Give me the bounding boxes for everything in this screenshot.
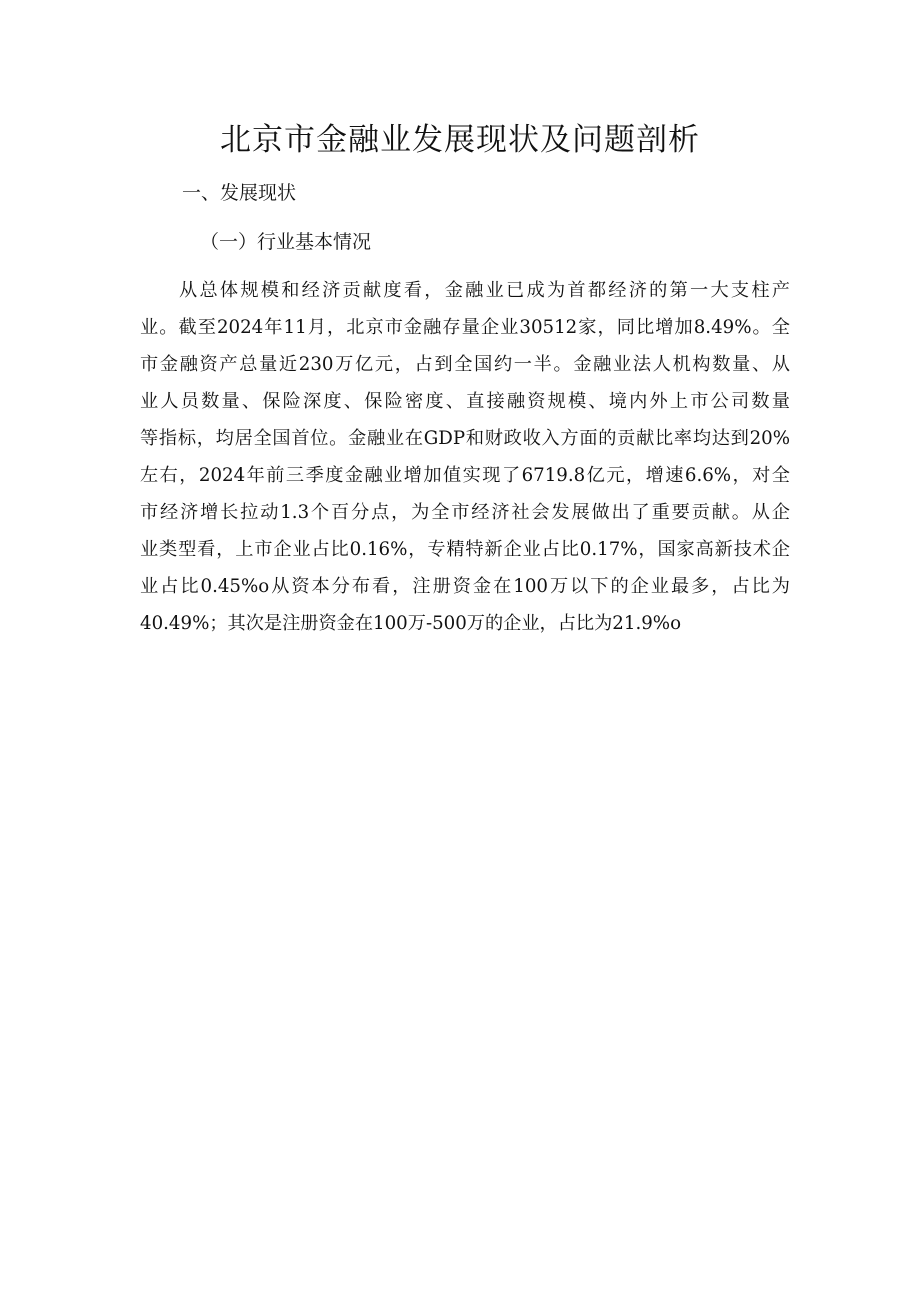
paragraph-line: 左右，2024年前三季度金融业增加值实现了6719.8亿元，增速6.6%，对全	[140, 465, 790, 486]
paragraph-line: 市经济增长拉动1.3个百分点，为全市经济社会发展做出了重要贡献。从企	[140, 502, 790, 523]
paragraph-line: 从总体规模和经济贡献度看，金融业已成为首都经济的第一大支柱产	[179, 280, 790, 301]
paragraph-line: 市金融资产总量近230万亿元，占到全国约一半。金融业法人机构数量、从	[140, 354, 790, 375]
paragraph-line: 等指标，均居全国首位。金融业在GDP和财政收入方面的贡献比率均达到20%	[140, 428, 790, 449]
body-paragraph	[140, 272, 790, 642]
paragraph-line: 业类型看，上市企业占比0.16%，专精特新企业占比0.17%，国家高新技术企	[140, 539, 790, 560]
section-heading: 一、发展现状	[182, 182, 297, 204]
paragraph-line: 业人员数量、保险深度、保险密度、直接融资规模、境内外上市公司数量	[140, 391, 790, 412]
paragraph-line: 40.49%；其次是注册资金在100万-500万的企业，占比为21.9%o	[140, 613, 682, 634]
paragraph-line: 业占比0.45%o从资本分布看，注册资金在100万以下的企业最多，占比为	[140, 576, 790, 597]
subsection-heading: （一）行业基本情况	[200, 231, 372, 253]
document-title: 北京市金融业发展现状及问题剖析	[220, 122, 700, 158]
paragraph-line: 业。截至2024年11月，北京市金融存量企业30512家，同比增加8.49%。全	[140, 317, 790, 338]
